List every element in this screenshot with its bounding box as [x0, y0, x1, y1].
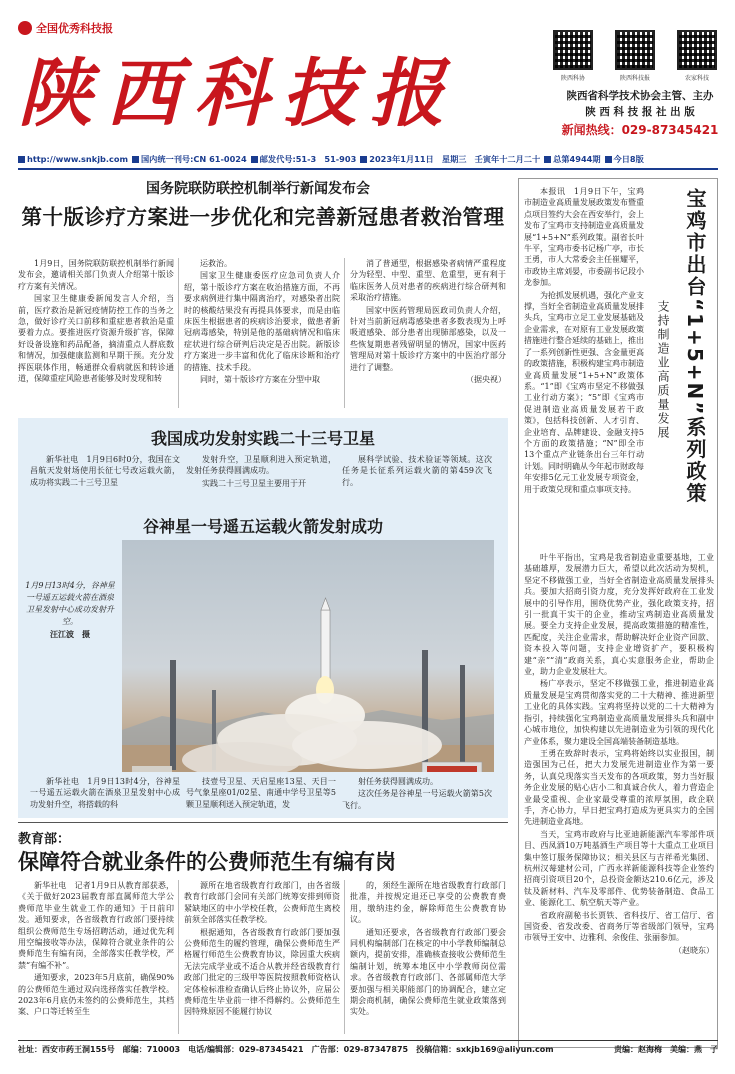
qr-caption: 农家科技 [684, 75, 709, 82]
bullet-square-icon [251, 156, 258, 163]
education-headline[interactable]: 保障符合就业条件的公费师范生有编有岗 [18, 850, 396, 874]
paragraph: 通知要求，2023年5月底前，确保90%的公费师范生通过双向选择落实任教学校。2023年6月底仍未签约的公费师范生，其档案、户口等迁转至生 [18, 973, 174, 1017]
issue-number: 总第4944期 [553, 153, 601, 164]
qr-code-icon [615, 30, 655, 70]
paragraph: 1月9日，国务院联防联控机制举行新闻发布会，邀请相关部门负责人介绍第十版诊疗方案有关情况。 [18, 259, 174, 291]
satellite-column-2 [186, 454, 336, 502]
page-count: 今日8版 [613, 153, 644, 164]
rocket-headline[interactable]: 谷神星一号遥五运载火箭发射成功 [142, 517, 383, 536]
qr-code-3[interactable] [674, 30, 720, 86]
satellite-column-3 [342, 454, 492, 502]
rocket-column-2 [186, 776, 336, 818]
paragraph: 国家中医药管理局医政司负责人介绍，针对当前新冠病毒感染患者多数表现为上呼吸道感染、部分患者出现肺部感染，以及一些恢复期患者残留明显的情况，国家中医药管理局对第十版诊疗方案中的中医治疗部分进行了调整。 [350, 305, 506, 372]
cn-number: 国内统一刊号:CN 61-0024 [140, 153, 247, 164]
photographer: 汪江波 摄 [50, 629, 90, 639]
paragraph: 新华社电 1月9日6时0分，我国在文昌航天发射场使用长征七号改运载火箭，成功将实践二十三号卫星 [30, 455, 180, 487]
sponsor-block [555, 88, 725, 120]
paragraph: 根据通知，各省级教育行政部门要加强公费师范生的履约管理，确保公费师范生严格履行师范生公费教育协议，除因重大疾病无法完成学业或不适合从教并经省级教育行政部门批定的三级甲等医院按照教师资格认定体检标准检查确认后终止协议外，应届公费师范生毕业前一律不得解约。公费师范生因特殊原因不能履行协议 [184, 927, 340, 1017]
education-kicker: 教育部： [18, 832, 71, 847]
section-divider [18, 822, 508, 823]
paragraph: 发射升空，卫星顺利进入预定轨道，发射任务获得圆满成功。 [186, 455, 336, 476]
bullet-square-icon [360, 156, 367, 163]
paragraph: 杨广亭表示，坚定不移做强工业，推进制造业高质量发展是宝鸡贯彻落实党的二十大精神、推进新型工业化的具体实践。宝鸡将坚持以党的二十大精神为指引，持续强化宝鸡制造业高质量发展排头兵和副中心城市地位，加快构建以先进制造业为引领的现代化产业体系，聚力建设全国高端装备制造基地。 [524, 679, 714, 746]
website-link[interactable]: http://www.snkjb.com [27, 154, 128, 164]
lead-headline[interactable]: 第十版诊疗方案进一步优化和完善新冠患者救治管理 [21, 205, 505, 229]
footer-editors: 责编：赵海梅 美编：燕 子 [614, 1045, 718, 1054]
column-divider [344, 880, 345, 1034]
rocket-launch-photo [122, 540, 494, 772]
lead-kicker: 国务院联防联控机制举行新闻发布会 [146, 181, 370, 197]
right-headline[interactable]: 宝鸡市出台“1+5+N”系列政策 [683, 188, 707, 505]
rocket-column-3 [342, 776, 492, 818]
newspaper-title: 陕西科技报 [18, 51, 458, 137]
satellite-headline[interactable]: 我国成功发射实践二十三号卫星 [150, 429, 375, 448]
qr-code-icon [553, 30, 593, 70]
bullet-square-icon [544, 156, 551, 163]
caption-text: 1月9日13时4分，谷神星一号遥五运载火箭在酒泉卫星发射中心成功发射升空。 [25, 581, 115, 626]
header-divider [18, 168, 718, 170]
right-source: （赵晓东） [674, 945, 714, 955]
education-column-1 [18, 880, 174, 1036]
rocket-column-1 [30, 776, 180, 818]
bullet-square-icon [18, 156, 25, 163]
paragraph: 省政府副秘书长贾铁、省科技厅、省工信厅、省国资委、省发改委、省商务厅等省级部门领导，宝鸡市领导王安中、边雅利、余俊佳、张丽参加。 [524, 910, 714, 943]
award-text: 全国优秀科技报 [36, 22, 113, 35]
qr-caption: 陕西科协 [560, 75, 585, 82]
lead-column-1 [18, 258, 174, 410]
paragraph: 国家卫生健康委新闻发言人介绍，当前，医疗救治是新冠疫情防控工作的当务之急，做好诊疗关口前移和重症患者救治是重要着力点。要推进医疗资源升级扩容，保障好设备设施和药品配备，摘清重点人群底数和情况，加强健康监测和早期干预。充分发挥医联体作用，畅通群众看病就医和转诊通道，保障重症风险患者能够及时发现和转 [18, 294, 174, 384]
qr-code-row [550, 30, 720, 86]
right-column-bottom [524, 552, 714, 1038]
paragraph: 射任务获得圆满成功。 [358, 777, 438, 786]
paragraph: 展科学试验、技术验证等领域。这次任务是长征系列运载火箭的第459次飞行。 [342, 455, 492, 487]
paragraph: 新华社电 记者1月9日从教育部获悉，《关于做好2023届教育部直属师范大学公费师范毕业生就业工作的通知》于日前印发。通知要求，各省级教育行政部门要持续组织公费师范生专场招聘活动，通过优先利用空编接收等办法，保障符合就业条件的公费师范生有编有岗，全部落实任教学校，严禁“有编不补”。 [18, 881, 174, 970]
column-divider [178, 258, 179, 408]
lead-column-3 [350, 258, 506, 410]
sponsor-line-2: 陕 西 科 技 报 社 出 版 [585, 106, 695, 118]
qr-code-icon [677, 30, 717, 70]
paragraph: 王勇在致辞时表示，宝鸡将始终以实业报国，制造强国为己任，把大力发展先进制造业作为第一要务，认真兑现落实当天发布的各项政策，努力当好服务企业发展的贴心店小二和真诚合伙人，着力营造企业最受重视、企业家最受尊重的浓厚氛围，政企联手，齐心协力，早日把宝鸡打造成为更具实力的全国先进制造业高地。 [524, 748, 714, 827]
paragraph: 为抢抓发展机遇，强化产业支撑，当好全省制造业高质量发展排头兵，宝鸡市立足工业发展基础及企业需求，在对原有工业发展政策措施进行整合延续的基础上，推出了一系列创新性更强、含金量更高的政策措施，积极构建宝鸡市制造业高质量发展“1+5+N”政策体系。“1”即《宝鸡市坚定不移做强工业行动方案》；“5”即《宝鸡市促进制造业高质量发展若干政策》，包括科技创新、人才引育、企业培育、品牌建设、金融支持5个方面的政策措施；“N”即全市13个重点产业链条出台三年行动计划。同时明确从今年起市财政每年安排5亿元工业发展专项资金，用于政策兑现和重点事项支持。 [524, 290, 644, 494]
news-hotline: 新闻热线：029-87345421 [561, 123, 719, 137]
education-column-2 [184, 880, 340, 1036]
footer-divider [18, 1040, 718, 1041]
satellite-column-1 [30, 454, 180, 502]
paragraph: 技壹号卫星、天启星座13星、天目一号气象星座01/02星、南通中学号卫星等5颗卫星顺利送入预定轨道，发 [186, 777, 336, 809]
qr-code-1[interactable] [550, 30, 596, 86]
paragraph: 当天，宝鸡市政府与比亚迪新能源汽车零部件项目、西凤酒10万吨基酒生产项目等十大重点工业项目集中签订服务保障协议；相关县区与吉祥希光集团、杭州汉莓建材公司，广西永祥新能源科技等企业签约招商引资项目20个，总投资金额达210.6亿元，涉及钛及新材料、汽车及零部件、优势装备制造、食品工业、能源化工、航空航天等产业。 [524, 829, 714, 908]
qr-code-2[interactable] [612, 30, 658, 86]
lead-source: （据央视） [466, 375, 506, 385]
sponsor-line-1: 陕西省科学技术协会主管、主办 [566, 90, 714, 102]
paragraph: 国家卫生健康委医疗应急司负责人介绍，第十版诊疗方案在收治措施方面，不再要求病例进行集中隔离治疗，对感染者出院时的核酸结果没有再提具体要求，而是由临床医生根据患者的疾病诊治要求，做患者新冠病毒感染，特别是他的基础病情况和临床症状进行综合研判后决定是否出院。新版诊疗方案进一步丰富和优化了临床诊断和治疗的措施、技术手段。 [184, 271, 340, 372]
paragraph: 叶牛平指出，宝鸡是我省制造业重要基地，工业基础雄厚，发展潜力巨大，希望以此次活动为契机，坚定不移做强工业，当好全省制造业高质量发展排头兵。要加大招商引资力度，充分发挥好政府在工业发展中的引导作用，围绕优势产业，强化政策支持，招引一批真干实干的企业，推动宝鸡制造业高质量发展。要全力支持企业发展，提高政策措施的精准性，匹配度，关注企业需求，帮助解决好企业资产回款、资本投入等问题，支持企业增资扩产，要积极构建“亲”“清”政商关系，真心实意服务企业，帮助企业，助力企业发展壮大。 [524, 553, 714, 677]
right-column-top [524, 186, 644, 548]
column-divider [178, 880, 179, 1034]
paragraph: 的，须经生源所在地省级教育行政部门批准，并按规定退还已享受的公费教育费用，缴纳违约金，解除师范生公费教育协议。 [350, 881, 506, 925]
paragraph: 这次任务是谷神星一号运载火箭第5次飞行。 [342, 789, 492, 810]
paragraph: 源所在地省级教育行政部门，由各省级教育行政部门会同有关部门统筹安排到师资紧缺地区的中小学校任教，公费师范生离校前须全部落实任教学校。 [184, 881, 340, 925]
paragraph: 本报讯 1月9日下午，宝鸡市制造业高质量发展政策发布暨重点项目签约大会在西安举行，会上发布了宝鸡市支持制造业高质量发展“1+5+N”系列政策。副省长叶牛平，宝鸡市委书记杨广亭，市长王勇，市人大常委会主任崔耀平，市政协主席刘晏，市委副书记段小龙参加。 [524, 187, 644, 288]
bullet-square-icon [605, 156, 612, 163]
paragraph: 通知还要求，各省级教育行政部门要会同机构编制部门在核定的中小学教师编制总额内，提前安排，准确核查接收公费师范生编制计划，统筹本地区中小学教师岗位需求。各省级教育行政部门、各部属师范大学要加强与相关职能部门的协调配合，建立定期会商机制，确保公费师范生就业政策落到实处。 [350, 927, 506, 1017]
paragraph: 实践二十三号卫星主要用于开 [202, 478, 306, 488]
award-emblem-icon [18, 21, 32, 35]
footer-address: 社址：西安市药王洞155号 邮编：710003 电话/编辑部：029-87345421 广告部：029-87347875 投稿信箱：sxkjb169@aliyun.com [18, 1045, 554, 1054]
issue-info-bar [18, 152, 718, 166]
rocket-launch-illustration [122, 540, 494, 772]
column-divider [344, 258, 345, 408]
issue-date: 2023年1月11日 星期三 壬寅年十二月二十 [369, 153, 541, 164]
qr-caption: 陕西科技报 [619, 75, 650, 82]
bullet-square-icon [132, 156, 139, 163]
paragraph: 同时，第十版诊疗方案在分型中取 [200, 375, 320, 385]
right-subheadline: 支持制造业高质量发展 [656, 300, 670, 440]
paragraph: 消了普通型，根据感染者病情严重程度分为轻型、中型、重型、危重型，更有利于临床医务人员对患者的疾病进行综合研判和采取治疗措施。 [350, 259, 506, 303]
postal-code: 邮发代号:51-3 51-903 [259, 153, 357, 164]
paragraph: 新华社电 1月9日13时4分，谷神星一号遥五运载火箭在酒泉卫星发射中心成功发射升空，将搭载的科 [30, 777, 180, 809]
lead-column-2 [184, 258, 340, 410]
paragraph: 运救治。 [200, 259, 232, 268]
photo-caption [24, 580, 116, 640]
education-column-3 [350, 880, 506, 1036]
